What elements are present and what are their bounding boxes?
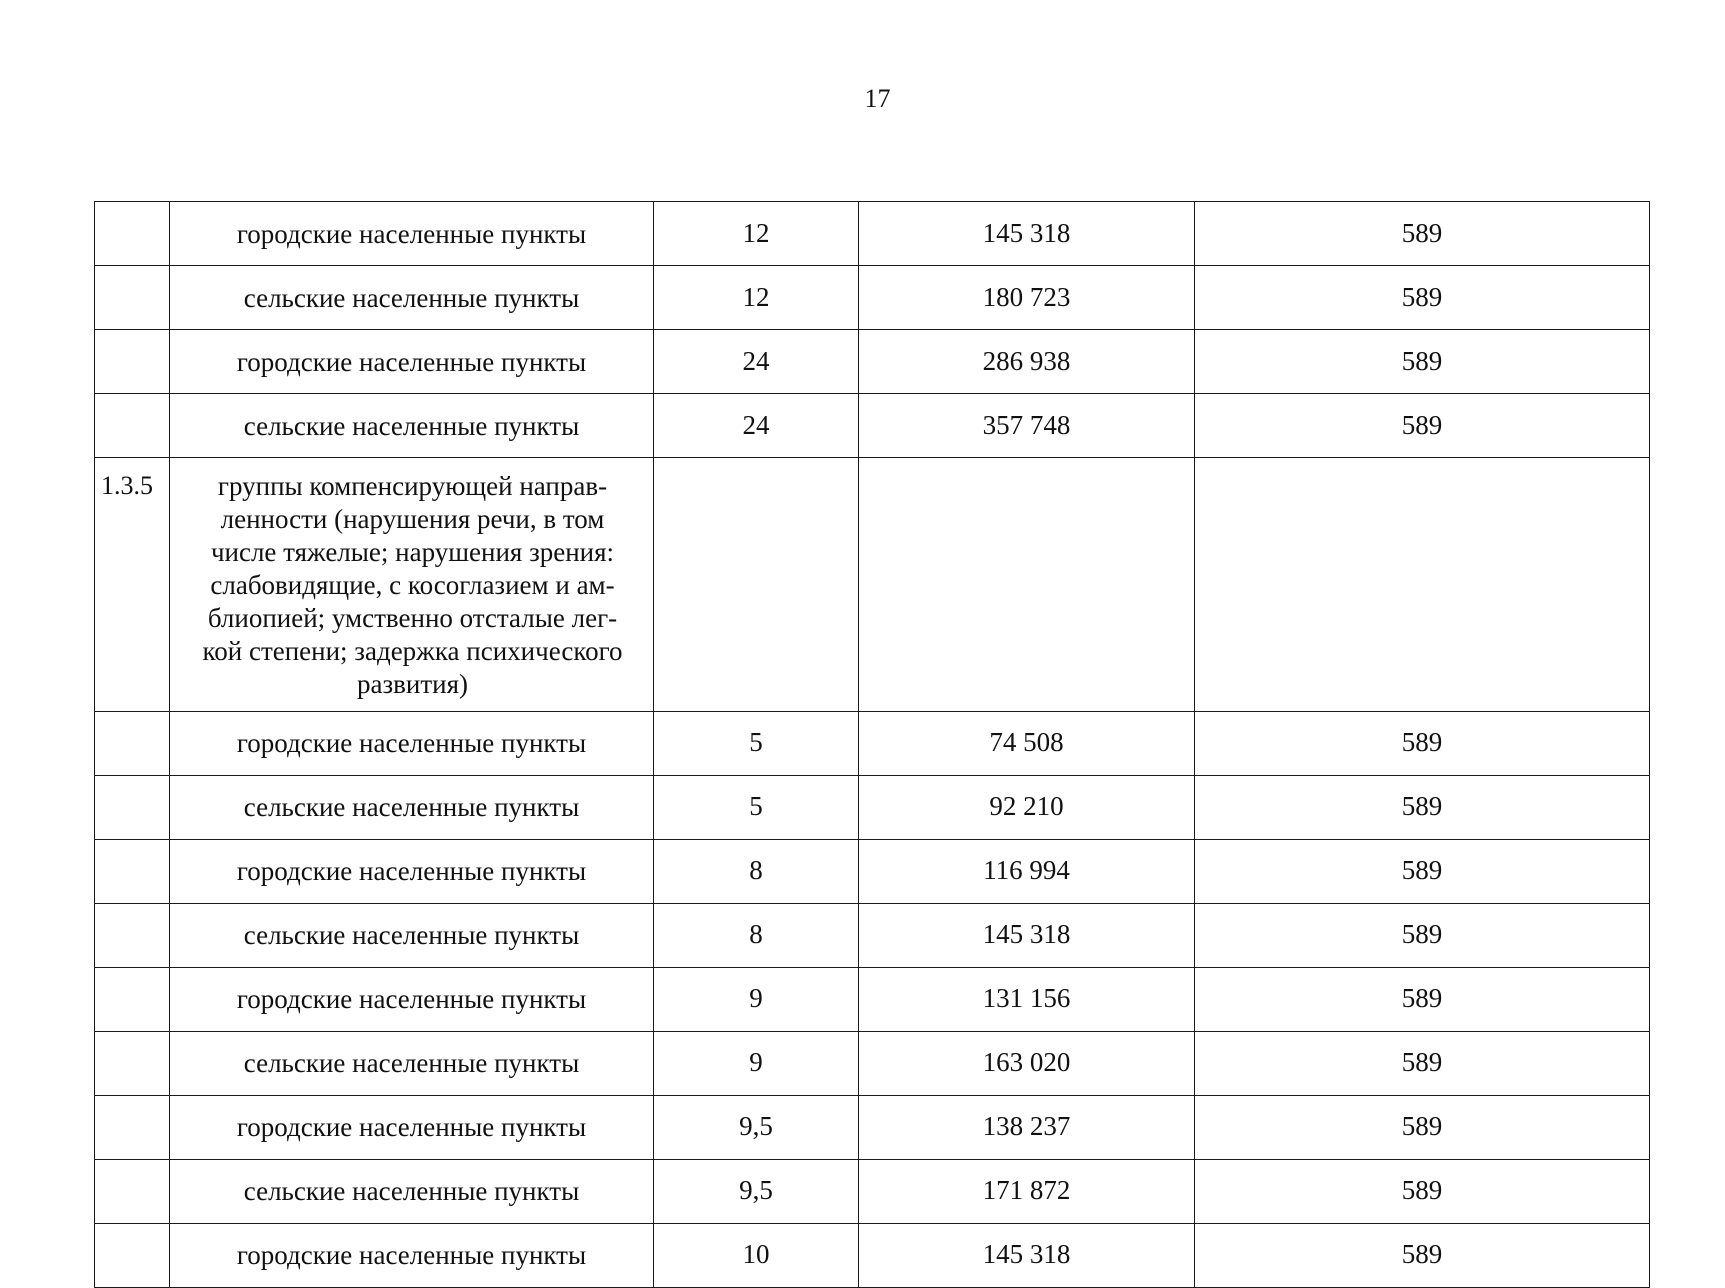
section-label-line: кой степени; задержка психического — [202, 635, 623, 666]
row-code — [95, 266, 170, 330]
row-value-c: 589 — [1195, 1223, 1650, 1287]
norms-table — [94, 201, 1650, 1288]
row-value-a: 5 — [654, 711, 859, 775]
section-label — [170, 458, 654, 712]
row-code — [95, 1223, 170, 1287]
row-value-b: 92 210 — [859, 775, 1195, 839]
row-value-c: 589 — [1195, 1159, 1650, 1223]
row-code — [95, 967, 170, 1031]
row-code — [95, 1095, 170, 1159]
row-value-a: 9,5 — [654, 1095, 859, 1159]
row-value-a: 8 — [654, 903, 859, 967]
table-row — [95, 711, 1650, 775]
section-label-line: слабовидящие, с косоглазием и ам- — [210, 569, 615, 600]
row-label: сельские населенные пункты — [170, 903, 654, 967]
row-value-b: 138 237 — [859, 1095, 1195, 1159]
row-value-b: 180 723 — [859, 266, 1195, 330]
row-label: сельские населенные пункты — [170, 1159, 654, 1223]
row-value-b: 163 020 — [859, 1031, 1195, 1095]
section-empty-cell — [859, 458, 1195, 712]
row-value-a: 10 — [654, 1223, 859, 1287]
row-code — [95, 775, 170, 839]
row-code — [95, 1031, 170, 1095]
table-row — [95, 1159, 1650, 1223]
table-row — [95, 967, 1650, 1031]
row-label: сельские населенные пункты — [170, 775, 654, 839]
row-value-c: 589 — [1195, 266, 1650, 330]
row-value-c: 589 — [1195, 1095, 1650, 1159]
row-value-c: 589 — [1195, 394, 1650, 458]
row-label: городские населенные пункты — [170, 1095, 654, 1159]
row-code — [95, 330, 170, 394]
row-code — [95, 394, 170, 458]
row-label: сельские населенные пункты — [170, 394, 654, 458]
row-code — [95, 903, 170, 967]
row-label: сельские населенные пункты — [170, 266, 654, 330]
row-label: городские населенные пункты — [170, 711, 654, 775]
row-code — [95, 711, 170, 775]
row-value-b: 145 318 — [859, 903, 1195, 967]
table-row — [95, 202, 1650, 266]
section-label-line: числе тяжелые; нарушения зрения: — [210, 536, 615, 567]
row-value-c: 589 — [1195, 1031, 1650, 1095]
row-code — [95, 1159, 170, 1223]
row-value-c: 589 — [1195, 330, 1650, 394]
row-value-a: 9,5 — [654, 1159, 859, 1223]
row-label: городские населенные пункты — [170, 967, 654, 1031]
row-value-b: 171 872 — [859, 1159, 1195, 1223]
table-row — [95, 839, 1650, 903]
row-value-a: 24 — [654, 330, 859, 394]
row-value-c: 589 — [1195, 967, 1650, 1031]
row-code — [95, 839, 170, 903]
table-row — [95, 1223, 1650, 1287]
row-value-a: 5 — [654, 775, 859, 839]
section-label-line: группы компенсирующей направ- — [217, 471, 608, 501]
row-value-b: 357 748 — [859, 394, 1195, 458]
row-value-b: 131 156 — [859, 967, 1195, 1031]
row-value-b: 286 938 — [859, 330, 1195, 394]
table-row — [95, 775, 1650, 839]
row-value-a: 24 — [654, 394, 859, 458]
row-label: городские населенные пункты — [170, 1223, 654, 1287]
table-row — [95, 903, 1650, 967]
section-code: 1.3.5 — [95, 458, 170, 712]
row-value-b: 145 318 — [859, 1223, 1195, 1287]
row-value-c: 589 — [1195, 903, 1650, 967]
table-row — [95, 394, 1650, 458]
table-row — [95, 1031, 1650, 1095]
page-number: 17 — [864, 84, 891, 113]
row-value-a: 9 — [654, 967, 859, 1031]
row-value-b: 145 318 — [859, 202, 1195, 266]
row-value-b: 74 508 — [859, 711, 1195, 775]
table-row — [95, 266, 1650, 330]
section-row — [95, 458, 1650, 712]
section-label-line: ленности (нарушения речи, в том — [220, 503, 605, 534]
row-value-a: 12 — [654, 202, 859, 266]
row-label: городские населенные пункты — [170, 202, 654, 266]
row-value-a: 9 — [654, 1031, 859, 1095]
row-value-c: 589 — [1195, 775, 1650, 839]
row-value-b: 116 994 — [859, 839, 1195, 903]
table-row — [95, 330, 1650, 394]
row-value-a: 12 — [654, 266, 859, 330]
table-row — [95, 1095, 1650, 1159]
section-empty-cell — [654, 458, 859, 712]
row-label: городские населенные пункты — [170, 330, 654, 394]
row-label: городские населенные пункты — [170, 839, 654, 903]
row-label: сельские населенные пункты — [170, 1031, 654, 1095]
row-value-c: 589 — [1195, 839, 1650, 903]
row-value-c: 589 — [1195, 711, 1650, 775]
section-empty-cell — [1195, 458, 1650, 712]
row-code — [95, 202, 170, 266]
row-value-c: 589 — [1195, 202, 1650, 266]
section-label-line: блиопией; умственно отсталые лег- — [207, 602, 618, 633]
section-label-line: развития) — [356, 668, 468, 699]
row-value-a: 8 — [654, 839, 859, 903]
